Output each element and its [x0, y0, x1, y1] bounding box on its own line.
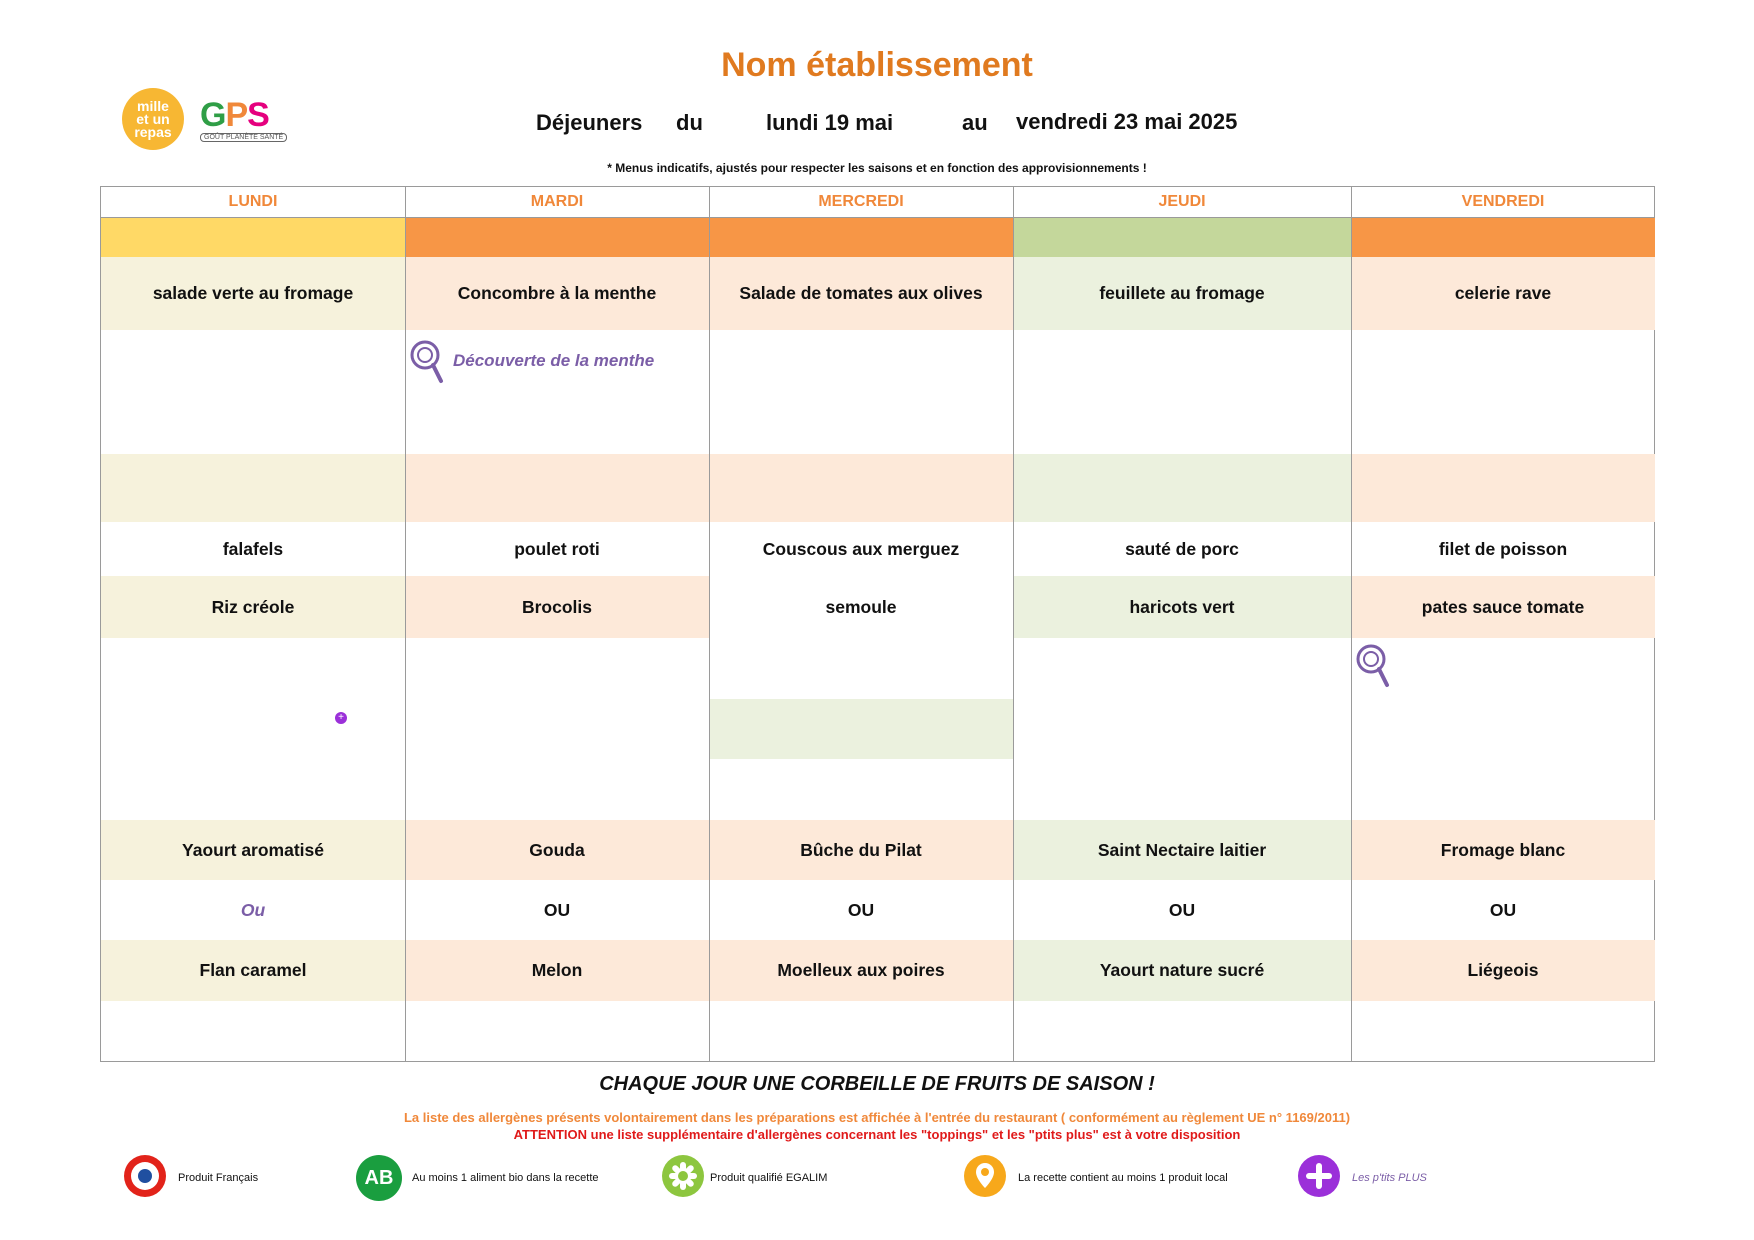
header-divider	[101, 217, 1654, 218]
organic-ab-icon: AB	[356, 1155, 402, 1201]
dessert-cell: Yaourt nature sucré	[1013, 940, 1351, 1001]
plat-cell: falafels	[222, 538, 284, 559]
entree-cell: salade verte au fromage	[101, 257, 405, 330]
ou-cell: OU	[1489, 899, 1517, 920]
accent-band	[101, 218, 405, 257]
allergen-notice: La liste des allergènes présents volontairement dans les préparations est affichée à l'entrée du restaurant ( conformément au règlement UE n° 1169/2011)	[403, 1110, 1351, 1125]
page-title: Nom établissement	[721, 46, 1033, 84]
start-date: lundi 19 mai	[766, 110, 894, 135]
accent-band	[1013, 218, 1351, 257]
column-divider	[405, 187, 406, 1061]
plat-cell: poulet roti	[514, 538, 600, 559]
plat-cell: Couscous aux merguez	[762, 538, 960, 559]
mille-et-un-repas-logo: mille et un repas	[122, 88, 184, 150]
accompagnement-cell: Brocolis	[405, 576, 709, 638]
local-product-icon	[962, 1153, 1008, 1204]
day-column-jeudi	[1013, 187, 1351, 1061]
legend-label: Produit qualifié EGALIM	[710, 1172, 828, 1184]
accompagnement-cell: pates sauce tomate	[1351, 576, 1655, 638]
tinted-row	[405, 454, 709, 522]
fromage-cell: Saint Nectaire laitier	[1013, 820, 1351, 880]
accompagnement-cell: haricots vert	[1013, 576, 1351, 638]
accompagnement-cell: Riz créole	[101, 576, 405, 638]
entree-cell: celerie rave	[1351, 257, 1655, 330]
plat-cell: sauté de porc	[1125, 538, 1239, 559]
legend-label: Au moins 1 aliment bio dans la recette	[412, 1172, 599, 1184]
legend-label: La recette contient au moins 1 produit local	[1018, 1172, 1228, 1184]
day-header: VENDREDI	[1461, 193, 1545, 210]
tinted-row	[709, 699, 1013, 759]
decouverte-label: Découverte de la menthe	[453, 351, 655, 370]
dejeuners-label: Déjeuners	[536, 110, 643, 135]
accent-band	[709, 218, 1013, 257]
fromage-cell: Fromage blanc	[1351, 820, 1655, 880]
tinted-row	[709, 454, 1013, 522]
end-date: vendredi 23 mai 2025	[1016, 109, 1238, 134]
ou-cell: OU	[543, 899, 571, 920]
day-column-mercredi	[709, 187, 1013, 1061]
magnifier-icon	[1355, 643, 1391, 696]
allergen-warning: ATTENTION une liste supplémentaire d'allergènes concernant les "toppings" et les "ptits plus" est à votre disposition	[513, 1127, 1241, 1142]
legend-label: Les p'tits PLUS	[1352, 1172, 1427, 1184]
day-header: LUNDI	[228, 193, 278, 210]
legend-label: Produit Français	[178, 1172, 259, 1184]
tinted-row	[1351, 454, 1655, 522]
disclaimer-note: * Menus indicatifs, ajustés pour respecter les saisons et en fonction des approvisionnements !	[607, 161, 1147, 175]
fruit-basket-banner: CHAQUE JOUR UNE CORBEILLE DE FRUITS DE SAISON !	[599, 1073, 1155, 1095]
fromage-cell: Bûche du Pilat	[709, 820, 1013, 880]
day-column-lundi	[101, 187, 405, 1061]
day-header: MERCREDI	[818, 193, 904, 210]
entree-cell: feuillete au fromage	[1013, 257, 1351, 330]
legend-item-ptits-plus	[1296, 1154, 1427, 1202]
ou-cell: Ou	[240, 899, 266, 920]
entree-cell: Concombre à la menthe	[405, 257, 709, 330]
french-product-icon	[122, 1153, 168, 1204]
dessert-cell: Moelleux aux poires	[709, 940, 1013, 1001]
tinted-row	[101, 454, 405, 522]
column-divider	[1013, 187, 1014, 1061]
day-header: MARDI	[530, 193, 584, 210]
gps-logo: GPS GOÛT PLANÈTE SANTÉ	[200, 96, 287, 142]
ptits-plus-icon: +	[335, 712, 347, 724]
legend-item-egalim	[660, 1154, 827, 1202]
tinted-row	[1013, 454, 1351, 522]
entree-cell: Salade de tomates aux olives	[709, 257, 1013, 330]
magnifier-icon	[409, 339, 445, 392]
accent-band	[1351, 218, 1655, 257]
ptits-plus-icon	[1296, 1153, 1342, 1204]
day-header: JEUDI	[1158, 193, 1206, 210]
day-column-vendredi	[1351, 187, 1655, 1061]
menu-grid	[100, 186, 1655, 1062]
dessert-cell: Liégeois	[1351, 940, 1655, 1001]
ou-cell: OU	[847, 899, 875, 920]
dessert-cell: Melon	[405, 940, 709, 1001]
au-label: au	[962, 110, 988, 135]
accent-band	[405, 218, 709, 257]
egalim-icon	[660, 1153, 706, 1204]
accompagnement-cell: semoule	[825, 596, 897, 617]
column-divider	[709, 187, 710, 1061]
column-divider	[1351, 187, 1352, 1061]
legend-item-bio	[356, 1154, 599, 1202]
fromage-cell: Gouda	[405, 820, 709, 880]
dessert-cell: Flan caramel	[101, 940, 405, 1001]
legend-item-local	[962, 1154, 1228, 1202]
day-column-mardi	[405, 187, 709, 1061]
legend-item-french	[122, 1154, 258, 1202]
ou-cell: OU	[1168, 899, 1196, 920]
fromage-cell: Yaourt aromatisé	[101, 820, 405, 880]
du-label: du	[676, 110, 703, 135]
plat-cell: filet de poisson	[1438, 538, 1568, 559]
